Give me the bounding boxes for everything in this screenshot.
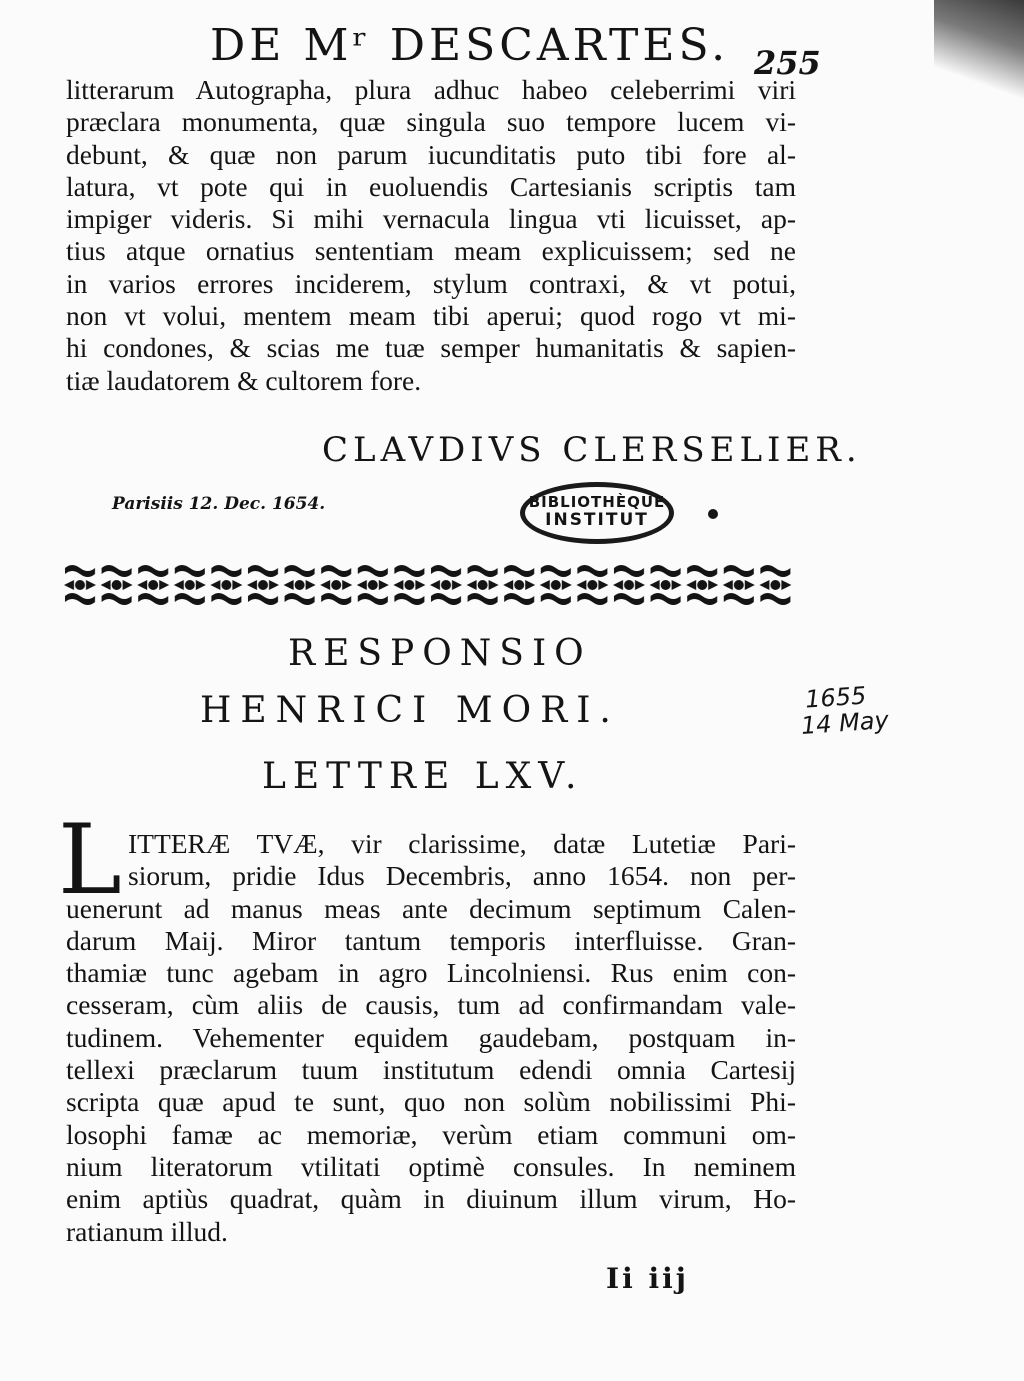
text-line: tius atque ornatius sententiam meam explicuissem; sed ne — [66, 235, 796, 267]
text-line: scripta quæ apud te sunt, quo non solùm nobilissimi Phi- — [66, 1086, 796, 1118]
library-stamp — [520, 482, 674, 544]
author-signature: CLAVDIVS CLERSELIER. — [322, 430, 862, 470]
ornamental-band — [62, 562, 794, 608]
text-line: impiger videris. Si mihi vernacula lingua vti licuisset, ap- — [66, 203, 796, 235]
running-head: DE Mʳ DESCARTES. — [210, 20, 730, 71]
margin-note-year: 1655 — [804, 681, 868, 714]
section-heading-letter: LETTRE LXV. — [262, 756, 584, 797]
text-line: enim aptiùs quadrat, quàm in diuinum illum virum, Ho- — [66, 1183, 796, 1215]
text-line: uenerunt ad manus meas ante decimum septimum Calen- — [66, 892, 796, 924]
text-line: debunt, & quæ non parum iucunditatis puto tibi fore al- — [66, 138, 796, 170]
text-line: darum Maij. Miror tantum temporis interfluisse. Gran- — [66, 924, 796, 956]
printer-signature-mark: Ii iij — [606, 1262, 689, 1295]
text-line: cesseram, cùm aliis de causis, tum ad confirmandam vale- — [66, 989, 796, 1021]
text-line: latura, vt pote qui in euoluendis Cartesianis scriptis tam — [66, 170, 796, 202]
text-line: non vt volui, mentem meam tibi aperui; quod rogo vt mi- — [66, 300, 796, 332]
ink-dot — [708, 509, 718, 519]
text-line: litterarum Autographa, plura adhuc habeo celeberrimi viri — [66, 74, 796, 105]
text-line: thamiæ tunc agebam in agro Lincolniensi. Rus enim con- — [66, 957, 796, 989]
stamp-line-1: BIBLIOTHÈQUE — [528, 493, 666, 511]
section-heading-author: HENRICI MORI. — [200, 690, 620, 731]
text-line: hi condones, & scias me tuæ semper humanitatis & sapien- — [66, 332, 796, 364]
text-line: losophi famæ ac memoriæ, verùm etiam communi om- — [66, 1118, 796, 1150]
text-line: tiæ laudatorem & cultorem fore. — [66, 364, 422, 396]
drop-cap: L — [58, 804, 122, 916]
text-line: præclara monumenta, quæ singula suo tempore lucem vi- — [66, 106, 796, 138]
page-corner-shadow — [934, 0, 1024, 110]
text-line: ratianum illud. — [66, 1215, 228, 1247]
closing-paragraph — [66, 74, 796, 397]
text-line: nium literatorum vtilitati optimè consules. In neminem — [66, 1150, 796, 1182]
text-line: siorum, pridie Idus Decembris, anno 1654. non per- — [128, 860, 796, 892]
page-number: 255 — [754, 44, 821, 82]
text-line: tellexi præclarum tuum institutum edendi omnia Cartesij — [66, 1054, 796, 1086]
text-line: ITTERÆ TVÆ, vir clarissime, datæ Lutetiæ Pari- — [128, 828, 796, 859]
letter-body — [66, 828, 796, 1248]
dateline: Parisiis 12. Dec. 1654. — [112, 494, 326, 514]
text-line: tudinem. Vehementer equidem gaudebam, postquam in- — [66, 1021, 796, 1053]
stamp-line-2: INSTITUT — [545, 510, 649, 530]
handwritten-margin-note — [798, 681, 889, 739]
section-heading-responsio: RESPONSIO — [288, 633, 592, 674]
margin-note-date: 14 May — [800, 705, 890, 740]
text-line: in varios errores inciderem, stylum contraxi, & vt potui, — [66, 267, 796, 299]
